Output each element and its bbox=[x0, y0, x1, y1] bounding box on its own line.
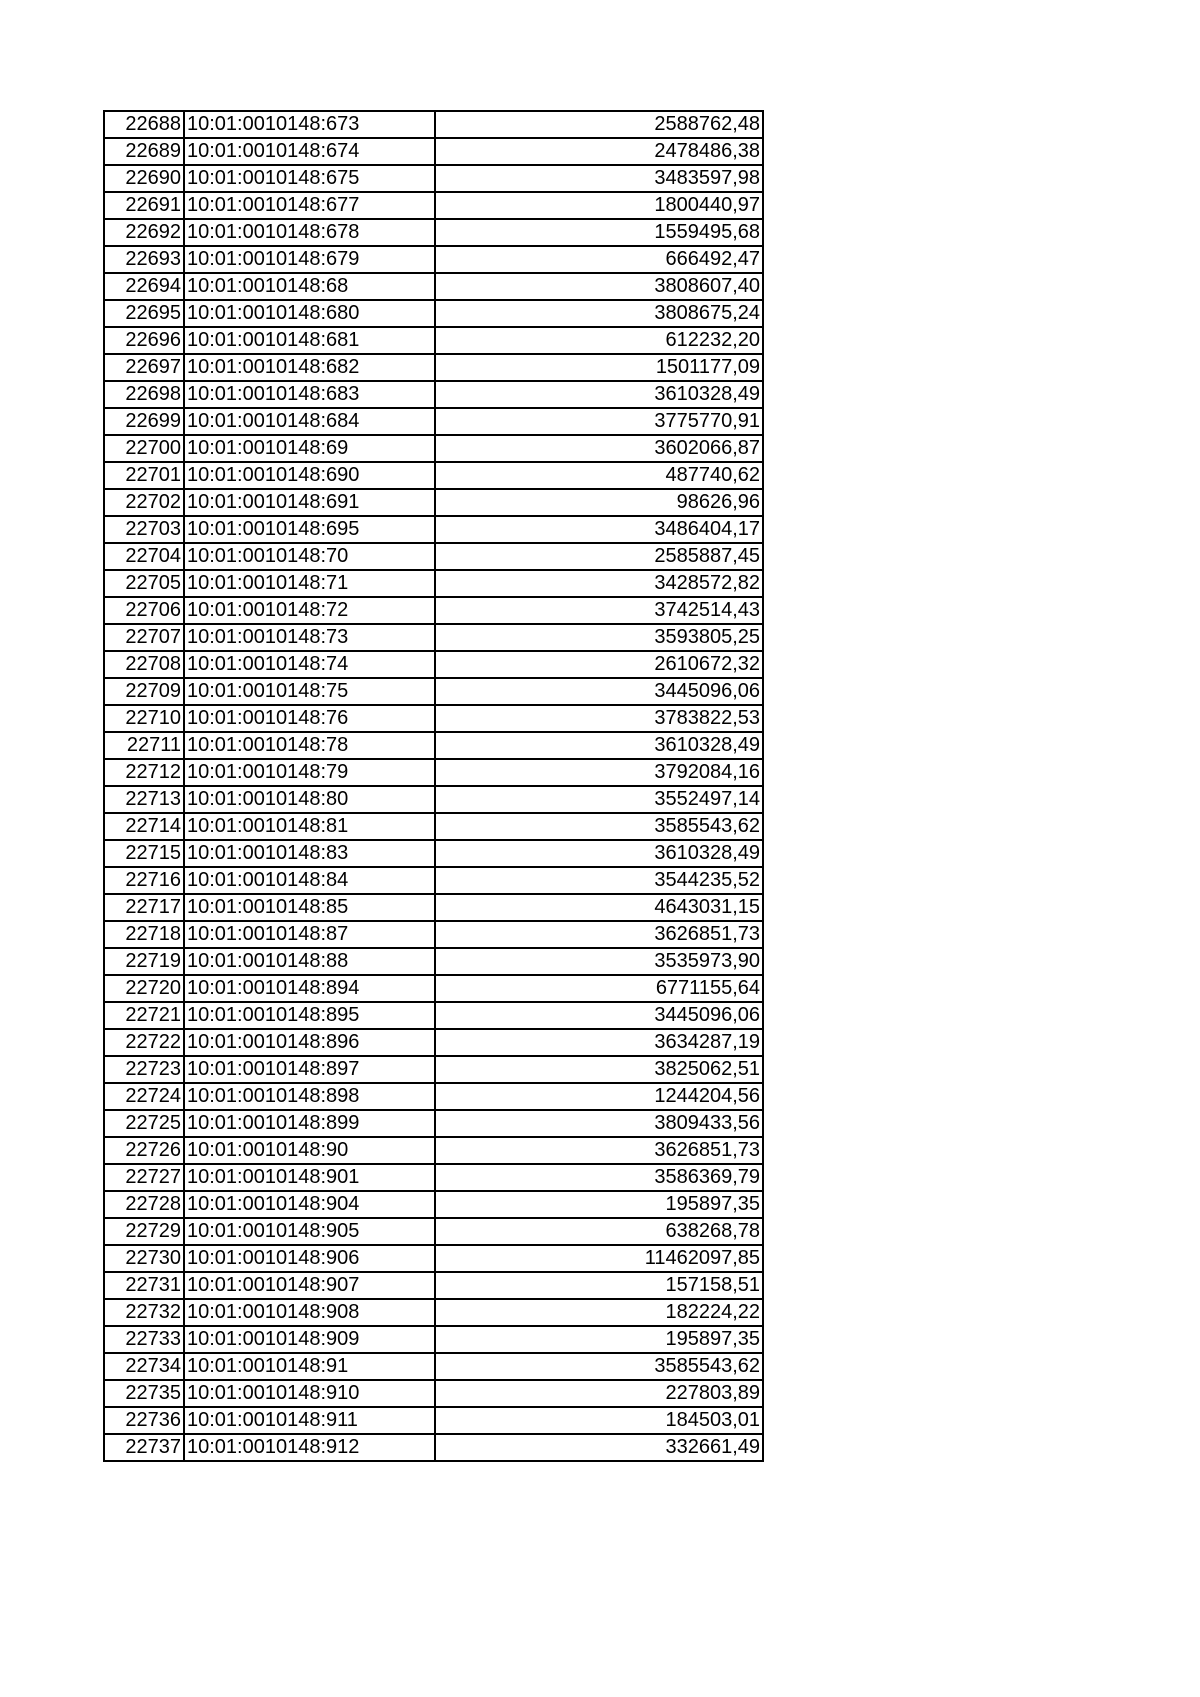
cadastral-number-cell: 10:01:0010148:908 bbox=[184, 1299, 435, 1326]
value-cell: 487740,62 bbox=[435, 462, 763, 489]
table-row bbox=[104, 354, 763, 381]
row-id-cell: 22733 bbox=[104, 1326, 184, 1353]
cadastral-number-cell: 10:01:0010148:90 bbox=[184, 1137, 435, 1164]
cadastral-number-cell: 10:01:0010148:690 bbox=[184, 462, 435, 489]
row-id-cell: 22730 bbox=[104, 1245, 184, 1272]
row-id-cell: 22688 bbox=[104, 111, 184, 138]
cadastral-number-cell: 10:01:0010148:695 bbox=[184, 516, 435, 543]
row-id-cell: 22727 bbox=[104, 1164, 184, 1191]
row-id-cell: 22703 bbox=[104, 516, 184, 543]
row-id-cell: 22697 bbox=[104, 354, 184, 381]
table-row bbox=[104, 1110, 763, 1137]
row-id-cell: 22691 bbox=[104, 192, 184, 219]
row-id-cell: 22694 bbox=[104, 273, 184, 300]
cadastral-number-cell: 10:01:0010148:909 bbox=[184, 1326, 435, 1353]
table-row bbox=[104, 678, 763, 705]
table-row bbox=[104, 165, 763, 192]
table-row bbox=[104, 759, 763, 786]
table-row bbox=[104, 543, 763, 570]
table-row bbox=[104, 651, 763, 678]
table-row bbox=[104, 1029, 763, 1056]
value-cell: 3585543,62 bbox=[435, 1353, 763, 1380]
cadastral-number-cell: 10:01:0010148:904 bbox=[184, 1191, 435, 1218]
table-row bbox=[104, 948, 763, 975]
table-row bbox=[104, 813, 763, 840]
row-id-cell: 22705 bbox=[104, 570, 184, 597]
table-row bbox=[104, 273, 763, 300]
row-id-cell: 22709 bbox=[104, 678, 184, 705]
row-id-cell: 22707 bbox=[104, 624, 184, 651]
row-id-cell: 22693 bbox=[104, 246, 184, 273]
table-row bbox=[104, 516, 763, 543]
row-id-cell: 22714 bbox=[104, 813, 184, 840]
table-row bbox=[104, 1137, 763, 1164]
cadastral-number-cell: 10:01:0010148:691 bbox=[184, 489, 435, 516]
table-row bbox=[104, 624, 763, 651]
value-cell: 3593805,25 bbox=[435, 624, 763, 651]
table-row bbox=[104, 1434, 763, 1461]
table-row bbox=[104, 840, 763, 867]
table-row bbox=[104, 1326, 763, 1353]
cadastral-number-cell: 10:01:0010148:897 bbox=[184, 1056, 435, 1083]
cadastral-number-cell: 10:01:0010148:678 bbox=[184, 219, 435, 246]
value-cell: 227803,89 bbox=[435, 1380, 763, 1407]
row-id-cell: 22735 bbox=[104, 1380, 184, 1407]
cadastral-number-cell: 10:01:0010148:907 bbox=[184, 1272, 435, 1299]
value-cell: 3783822,53 bbox=[435, 705, 763, 732]
cadastral-number-cell: 10:01:0010148:78 bbox=[184, 732, 435, 759]
value-cell: 157158,51 bbox=[435, 1272, 763, 1299]
value-cell: 3544235,52 bbox=[435, 867, 763, 894]
table-row bbox=[104, 1218, 763, 1245]
row-id-cell: 22720 bbox=[104, 975, 184, 1002]
cadastral-number-cell: 10:01:0010148:901 bbox=[184, 1164, 435, 1191]
cadastral-number-cell: 10:01:0010148:74 bbox=[184, 651, 435, 678]
table-row bbox=[104, 219, 763, 246]
cadastral-number-cell: 10:01:0010148:73 bbox=[184, 624, 435, 651]
cadastral-number-cell: 10:01:0010148:88 bbox=[184, 948, 435, 975]
table-row bbox=[104, 975, 763, 1002]
value-cell: 1800440,97 bbox=[435, 192, 763, 219]
cadastral-number-cell: 10:01:0010148:677 bbox=[184, 192, 435, 219]
value-cell: 3602066,87 bbox=[435, 435, 763, 462]
value-cell: 3626851,73 bbox=[435, 921, 763, 948]
cadastral-number-cell: 10:01:0010148:683 bbox=[184, 381, 435, 408]
row-id-cell: 22728 bbox=[104, 1191, 184, 1218]
value-cell: 3445096,06 bbox=[435, 678, 763, 705]
row-id-cell: 22701 bbox=[104, 462, 184, 489]
value-cell: 2588762,48 bbox=[435, 111, 763, 138]
table-row bbox=[104, 138, 763, 165]
cadastral-number-cell: 10:01:0010148:912 bbox=[184, 1434, 435, 1461]
row-id-cell: 22717 bbox=[104, 894, 184, 921]
value-cell: 3585543,62 bbox=[435, 813, 763, 840]
row-id-cell: 22689 bbox=[104, 138, 184, 165]
cadastral-number-cell: 10:01:0010148:70 bbox=[184, 543, 435, 570]
table-row bbox=[104, 192, 763, 219]
table-row bbox=[104, 1272, 763, 1299]
cadastral-number-cell: 10:01:0010148:68 bbox=[184, 273, 435, 300]
value-cell: 638268,78 bbox=[435, 1218, 763, 1245]
cadastral-number-cell: 10:01:0010148:673 bbox=[184, 111, 435, 138]
cadastral-number-cell: 10:01:0010148:899 bbox=[184, 1110, 435, 1137]
cadastral-number-cell: 10:01:0010148:911 bbox=[184, 1407, 435, 1434]
row-id-cell: 22729 bbox=[104, 1218, 184, 1245]
value-cell: 3428572,82 bbox=[435, 570, 763, 597]
row-id-cell: 22722 bbox=[104, 1029, 184, 1056]
table-row bbox=[104, 435, 763, 462]
table-row bbox=[104, 705, 763, 732]
row-id-cell: 22736 bbox=[104, 1407, 184, 1434]
cadastral-number-cell: 10:01:0010148:87 bbox=[184, 921, 435, 948]
cadastral-number-cell: 10:01:0010148:675 bbox=[184, 165, 435, 192]
row-id-cell: 22725 bbox=[104, 1110, 184, 1137]
cadastral-number-cell: 10:01:0010148:80 bbox=[184, 786, 435, 813]
row-id-cell: 22698 bbox=[104, 381, 184, 408]
cadastral-number-cell: 10:01:0010148:91 bbox=[184, 1353, 435, 1380]
value-cell: 3610328,49 bbox=[435, 381, 763, 408]
row-id-cell: 22713 bbox=[104, 786, 184, 813]
value-cell: 184503,01 bbox=[435, 1407, 763, 1434]
value-cell: 332661,49 bbox=[435, 1434, 763, 1461]
value-cell: 3634287,19 bbox=[435, 1029, 763, 1056]
value-cell: 6771155,64 bbox=[435, 975, 763, 1002]
cadastral-number-cell: 10:01:0010148:72 bbox=[184, 597, 435, 624]
cadastral-number-cell: 10:01:0010148:906 bbox=[184, 1245, 435, 1272]
table-row bbox=[104, 1191, 763, 1218]
value-cell: 3552497,14 bbox=[435, 786, 763, 813]
row-id-cell: 22710 bbox=[104, 705, 184, 732]
cadastral-number-cell: 10:01:0010148:69 bbox=[184, 435, 435, 462]
cadastral-number-cell: 10:01:0010148:81 bbox=[184, 813, 435, 840]
row-id-cell: 22702 bbox=[104, 489, 184, 516]
cadastral-number-cell: 10:01:0010148:681 bbox=[184, 327, 435, 354]
table-row bbox=[104, 300, 763, 327]
table-row bbox=[104, 462, 763, 489]
value-cell: 1501177,09 bbox=[435, 354, 763, 381]
value-cell: 3808675,24 bbox=[435, 300, 763, 327]
row-id-cell: 22719 bbox=[104, 948, 184, 975]
value-cell: 3486404,17 bbox=[435, 516, 763, 543]
row-id-cell: 22704 bbox=[104, 543, 184, 570]
row-id-cell: 22732 bbox=[104, 1299, 184, 1326]
cadastral-number-cell: 10:01:0010148:898 bbox=[184, 1083, 435, 1110]
value-cell: 3610328,49 bbox=[435, 840, 763, 867]
table-row bbox=[104, 246, 763, 273]
cadastral-number-cell: 10:01:0010148:896 bbox=[184, 1029, 435, 1056]
cadastral-number-cell: 10:01:0010148:679 bbox=[184, 246, 435, 273]
table-row bbox=[104, 1245, 763, 1272]
table-row bbox=[104, 111, 763, 138]
value-cell: 3825062,51 bbox=[435, 1056, 763, 1083]
table-row bbox=[104, 1407, 763, 1434]
value-cell: 11462097,85 bbox=[435, 1245, 763, 1272]
value-cell: 3586369,79 bbox=[435, 1164, 763, 1191]
row-id-cell: 22718 bbox=[104, 921, 184, 948]
value-cell: 3792084,16 bbox=[435, 759, 763, 786]
row-id-cell: 22690 bbox=[104, 165, 184, 192]
row-id-cell: 22726 bbox=[104, 1137, 184, 1164]
row-id-cell: 22734 bbox=[104, 1353, 184, 1380]
value-cell: 195897,35 bbox=[435, 1326, 763, 1353]
value-cell: 3445096,06 bbox=[435, 1002, 763, 1029]
value-cell: 4643031,15 bbox=[435, 894, 763, 921]
table-row bbox=[104, 1353, 763, 1380]
value-cell: 612232,20 bbox=[435, 327, 763, 354]
value-cell: 195897,35 bbox=[435, 1191, 763, 1218]
value-cell: 2610672,32 bbox=[435, 651, 763, 678]
value-cell: 3535973,90 bbox=[435, 948, 763, 975]
value-cell: 1244204,56 bbox=[435, 1083, 763, 1110]
row-id-cell: 22696 bbox=[104, 327, 184, 354]
row-id-cell: 22737 bbox=[104, 1434, 184, 1461]
table-row bbox=[104, 597, 763, 624]
cadastral-number-cell: 10:01:0010148:84 bbox=[184, 867, 435, 894]
cadastral-number-cell: 10:01:0010148:674 bbox=[184, 138, 435, 165]
value-cell: 3809433,56 bbox=[435, 1110, 763, 1137]
table-row bbox=[104, 732, 763, 759]
cadastral-number-cell: 10:01:0010148:895 bbox=[184, 1002, 435, 1029]
row-id-cell: 22715 bbox=[104, 840, 184, 867]
row-id-cell: 22711 bbox=[104, 732, 184, 759]
table-row bbox=[104, 408, 763, 435]
value-cell: 3610328,49 bbox=[435, 732, 763, 759]
cadastral-number-cell: 10:01:0010148:75 bbox=[184, 678, 435, 705]
value-cell: 98626,96 bbox=[435, 489, 763, 516]
row-id-cell: 22695 bbox=[104, 300, 184, 327]
row-id-cell: 22699 bbox=[104, 408, 184, 435]
row-id-cell: 22723 bbox=[104, 1056, 184, 1083]
value-cell: 3483597,98 bbox=[435, 165, 763, 192]
table-row bbox=[104, 1299, 763, 1326]
cadastral-number-cell: 10:01:0010148:894 bbox=[184, 975, 435, 1002]
value-cell: 3742514,43 bbox=[435, 597, 763, 624]
table-row bbox=[104, 1164, 763, 1191]
cadastral-number-cell: 10:01:0010148:910 bbox=[184, 1380, 435, 1407]
table-row bbox=[104, 921, 763, 948]
cadastral-number-cell: 10:01:0010148:905 bbox=[184, 1218, 435, 1245]
cadastral-number-cell: 10:01:0010148:680 bbox=[184, 300, 435, 327]
row-id-cell: 22692 bbox=[104, 219, 184, 246]
value-cell: 3775770,91 bbox=[435, 408, 763, 435]
table-row bbox=[104, 894, 763, 921]
table-row bbox=[104, 867, 763, 894]
row-id-cell: 22731 bbox=[104, 1272, 184, 1299]
table-row bbox=[104, 1002, 763, 1029]
table-row bbox=[104, 489, 763, 516]
cadastral-number-cell: 10:01:0010148:71 bbox=[184, 570, 435, 597]
row-id-cell: 22712 bbox=[104, 759, 184, 786]
row-id-cell: 22716 bbox=[104, 867, 184, 894]
table-body bbox=[104, 111, 763, 1461]
row-id-cell: 22721 bbox=[104, 1002, 184, 1029]
row-id-cell: 22708 bbox=[104, 651, 184, 678]
table-row bbox=[104, 786, 763, 813]
value-cell: 666492,47 bbox=[435, 246, 763, 273]
value-cell: 2585887,45 bbox=[435, 543, 763, 570]
table-row bbox=[104, 327, 763, 354]
cadastral-number-cell: 10:01:0010148:83 bbox=[184, 840, 435, 867]
data-table bbox=[103, 110, 764, 1462]
cadastral-number-cell: 10:01:0010148:682 bbox=[184, 354, 435, 381]
cadastral-number-cell: 10:01:0010148:76 bbox=[184, 705, 435, 732]
value-cell: 3626851,73 bbox=[435, 1137, 763, 1164]
value-cell: 1559495,68 bbox=[435, 219, 763, 246]
table-row bbox=[104, 1056, 763, 1083]
row-id-cell: 22706 bbox=[104, 597, 184, 624]
row-id-cell: 22700 bbox=[104, 435, 184, 462]
table-row bbox=[104, 1380, 763, 1407]
value-cell: 2478486,38 bbox=[435, 138, 763, 165]
table-row bbox=[104, 570, 763, 597]
cadastral-number-cell: 10:01:0010148:85 bbox=[184, 894, 435, 921]
value-cell: 182224,22 bbox=[435, 1299, 763, 1326]
table-row bbox=[104, 381, 763, 408]
cadastral-number-cell: 10:01:0010148:684 bbox=[184, 408, 435, 435]
cadastral-number-cell: 10:01:0010148:79 bbox=[184, 759, 435, 786]
row-id-cell: 22724 bbox=[104, 1083, 184, 1110]
value-cell: 3808607,40 bbox=[435, 273, 763, 300]
table-row bbox=[104, 1083, 763, 1110]
